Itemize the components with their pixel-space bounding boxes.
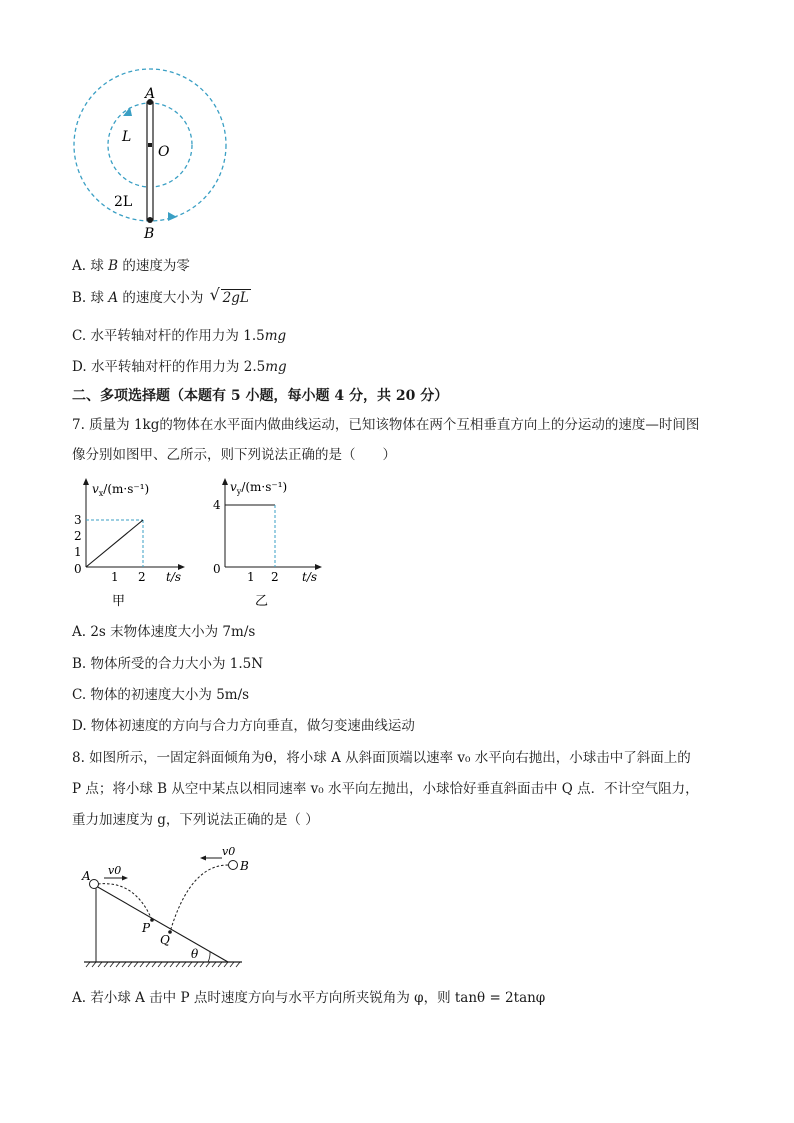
jia-xtick-1: 1 — [111, 570, 119, 584]
q6-c-text: 水平转轴对杆的作用力为 1.5 — [90, 328, 265, 344]
trajectory-b — [170, 865, 228, 932]
yi-y-arrow-icon — [222, 478, 228, 485]
q7-option-d[interactable]: D. 物体初速度的方向与合力方向垂直，做匀变速曲线运动 — [72, 718, 415, 734]
ball-a-icon — [90, 880, 99, 889]
q6-a-var: B — [108, 258, 119, 274]
graph-yi — [205, 475, 330, 610]
yi-xtick-2: 2 — [271, 570, 279, 584]
label-v0-a: v0 — [108, 864, 122, 877]
q6-d-unit: mg — [265, 359, 287, 375]
jia-ytick-0: 0 — [74, 562, 82, 576]
sqrt-radicand: 2gL — [222, 290, 249, 306]
ball-b-icon — [229, 861, 238, 870]
trajectory-a — [98, 884, 152, 920]
theta-arc — [208, 952, 210, 962]
q8-stem-line3: 重力加速度为 g，下列说法正确的是（ ） — [72, 812, 319, 828]
jia-xlabel: t/s — [166, 570, 182, 584]
sqrt-2gl — [209, 285, 251, 308]
q8-option-a[interactable]: A. 若小球 A 击中 P 点时速度方向与水平方向所夹锐角为 φ，则 tanθ = 2tanφ — [72, 990, 546, 1006]
incline-figure — [80, 840, 250, 970]
q7-stem-line2: 像分别如图甲、乙所示，则下列说法正确的是（ ） — [72, 447, 396, 463]
label-q: Q — [160, 933, 170, 947]
q6-b-var: A — [108, 290, 119, 306]
yi-xlabel: t/s — [302, 570, 318, 584]
jia-ytick-1: 1 — [74, 545, 82, 559]
label-a: A — [145, 86, 156, 102]
jia-y-arrow-icon — [83, 478, 89, 485]
label-theta: θ — [191, 947, 199, 961]
ground-hatching — [86, 962, 240, 967]
q6-a-letter: A. — [72, 258, 87, 274]
section-2-heading: 二、多项选择题（本题有 5 小题，每小题 4 分，共 20 分） — [72, 388, 449, 404]
yi-ytick-0: 0 — [213, 562, 221, 576]
sqrt-icon: √ — [209, 285, 220, 304]
label-b: B — [144, 226, 155, 242]
jia-data-line — [86, 520, 143, 567]
graph-jia — [70, 475, 195, 610]
jia-ytick-3: 3 — [74, 513, 82, 527]
q7-option-a[interactable]: A. 2s 末物体速度大小为 7m/s — [72, 624, 256, 640]
q6-option-a[interactable] — [72, 256, 190, 276]
jia-ytick-2: 2 — [74, 529, 82, 543]
yi-ylabel: $v_y/(m\cdot s^{-1})$ — [230, 480, 288, 496]
q6-c-unit: mg — [264, 328, 287, 344]
label-a-ball: A — [82, 869, 91, 883]
label-p: P — [142, 921, 151, 935]
q7-option-c[interactable]: C. 物体的初速度大小为 5m/s — [72, 687, 250, 703]
pivot-o — [148, 143, 152, 147]
yi-caption: 乙 — [255, 594, 269, 609]
q6-a-pre: 球 — [90, 258, 109, 274]
label-v0-b: v0 — [222, 845, 236, 858]
label-2l: 2L — [114, 194, 133, 210]
label-l: L — [122, 129, 132, 145]
q6-a-post: 的速度为零 — [118, 258, 190, 274]
q6-b-post: 的速度大小为 — [118, 290, 204, 306]
rod — [147, 102, 153, 220]
q6-option-c[interactable] — [72, 326, 286, 346]
jia-caption: 甲 — [112, 594, 126, 609]
q6-option-d[interactable] — [72, 357, 287, 377]
point-p — [150, 918, 154, 922]
outer-arrow-icon — [168, 212, 177, 221]
q6-option-b[interactable] — [72, 285, 251, 308]
ball-b — [147, 217, 153, 223]
q6-c-letter: C. — [72, 328, 87, 344]
v0-arrow-a-icon — [122, 876, 128, 881]
yi-xtick-1: 1 — [247, 570, 255, 584]
yi-ytick-4: 4 — [213, 498, 221, 512]
q6-d-text: 水平转轴对杆的作用力为 2.5 — [90, 359, 266, 375]
label-o: O — [158, 144, 170, 160]
q8-stem-line2: P 点；将小球 B 从空中某点以相同速率 v₀ 水平向左抛出，小球恰好垂直斜面击中 Q 点．不计空气阻力， — [72, 781, 699, 797]
q8-stem-line1: 8. 如图所示，一固定斜面倾角为θ，将小球 A 从斜面顶端以速率 v₀ 水平向右抛出，小球击中了斜面上的 — [72, 750, 691, 766]
jia-ylabel: $v_x/(m\cdot s^{-1})$ — [92, 482, 150, 498]
label-b-ball: B — [240, 859, 249, 873]
q6-b-pre: 球 — [90, 290, 109, 306]
v0-arrow-b-icon — [200, 856, 206, 861]
incline-slope — [96, 886, 228, 962]
rod-rotation-figure — [60, 60, 250, 250]
q7-stem-line1: 7. 质量为 1kg的物体在水平面内做曲线运动，已知该物体在两个互相垂直方向上的分运动的速度—时间图 — [72, 417, 700, 433]
q7-option-b[interactable]: B. 物体所受的合力大小为 1.5N — [72, 656, 264, 672]
jia-xtick-2: 2 — [138, 570, 146, 584]
q6-d-letter: D. — [72, 359, 87, 375]
q6-b-letter: B. — [72, 290, 87, 306]
